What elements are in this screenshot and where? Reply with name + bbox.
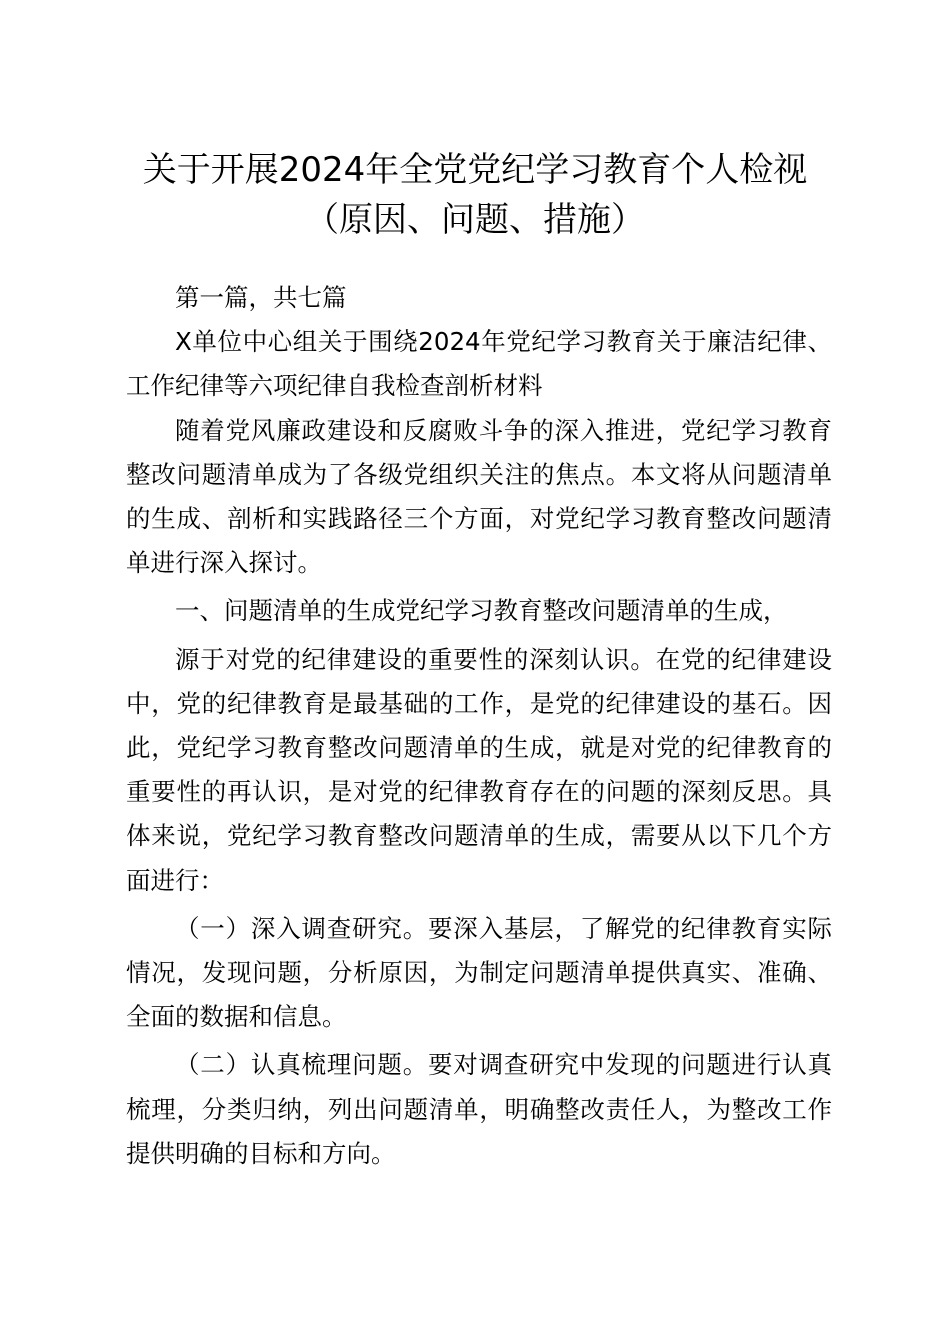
paragraph-section-heading: 一、问题清单的生成党纪学习教育整改问题清单的生成， [175,596,788,626]
paragraph-subtitle: X单位中心组关于围绕2024年党纪学习教育关于廉洁纪律、工作纪律等六项纪律自我检查剖析材料 [126,327,832,401]
document-title-line-1: 关于开展2024年全党党纪学习教育个人检视 [142,150,808,190]
paragraph-item-1: （一）深入调查研究。要深入基层，了解党的纪律教育实际情况，发现问题，分析原因，为制定问题清单提供真实、准确、全面的数据和信息。 [126,913,832,1032]
paragraph-intro: 随着党风廉政建设和反腐败斗争的深入推进，党纪学习教育整改问题清单成为了各级党组织关注的焦点。本文将从问题清单的生成、剖析和实践路径三个方面，对党纪学习教育整改问题清单进行深入探讨。 [126,415,832,578]
paragraph-series-note: 第一篇，共七篇 [175,283,347,312]
paragraph-origin: 源于对党的纪律建设的重要性的深刻认识。在党的纪律建设中，党的纪律教育是最基础的工作，是党的纪律建设的基石。因此，党纪学习教育整改问题清单的生成，就是对党的纪律教育的重要性的再认识，是对党的纪律教育存在的问题的深刻反思。具体来说，党纪学习教育整改问题清单的生成，需要从以下几个方面进行： [126,644,832,895]
document-body [126,276,832,1176]
document-title-line-2: （原因、问题、措施） [305,200,645,240]
paragraph-item-2: （二）认真梳理问题。要对调查研究中发现的问题进行认真梳理，分类归纳，列出问题清单，明确整改责任人，为整改工作提供明确的目标和方向。 [126,1050,832,1168]
